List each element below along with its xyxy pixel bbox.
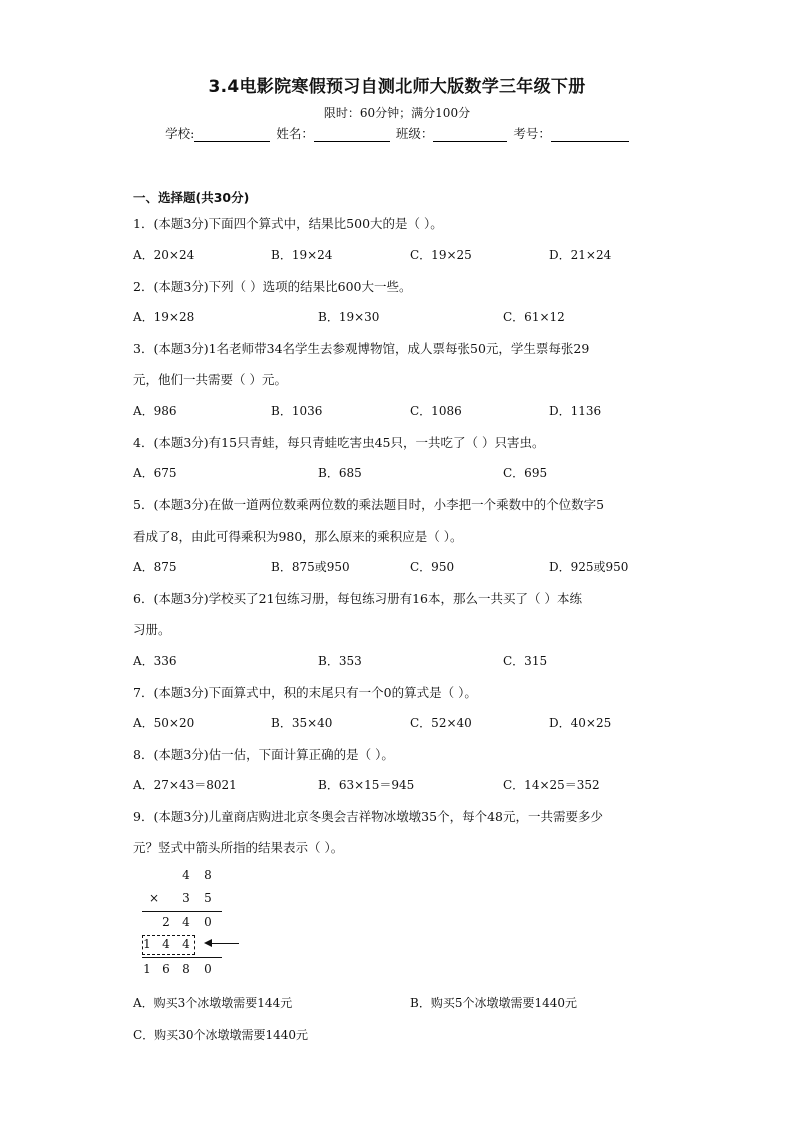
question-5-stem-line2: 看成了8，由此可得乘积为980，那么原来的乘积应是（ ）。 [133, 529, 463, 544]
question-2-stem: 2．(本题3分)下列（ ）选项的结果比600大一些。 [133, 279, 412, 294]
question-8-option-b[interactable]: B．63×15＝945 [318, 778, 415, 792]
question-3-stem-line2: 元，他们一共需要（ ）元。 [133, 372, 287, 387]
question-2-option-c[interactable]: C．61×12 [503, 310, 565, 324]
calc-digit: 4 [182, 937, 190, 951]
question-9-stem-line2: 元？竖式中箭头所指的结果表示（ ）。 [133, 840, 344, 855]
school-blank[interactable] [194, 128, 270, 142]
question-3-stem-line1: 3．(本题3分)1名老师带34名学生去参观博物馆，成人票每张50元，学生票每张29 [133, 341, 590, 356]
multiply-sign: × [148, 891, 160, 905]
calc-digit: 1 [143, 937, 151, 951]
question-1-option-d[interactable]: D．21×24 [549, 248, 612, 262]
question-7-stem: 7．(本题3分)下面算式中，积的末尾只有一个0的算式是（ ）。 [133, 685, 477, 700]
question-5-option-c[interactable]: C．950 [410, 560, 455, 574]
question-6-option-a[interactable]: A．336 [133, 654, 177, 668]
question-3-option-c[interactable]: C．1086 [410, 404, 462, 418]
calc-line [142, 911, 222, 912]
exam-subtitle: 限时：60分钟；满分100分 [323, 106, 471, 120]
question-5-option-a[interactable]: A．875 [133, 560, 177, 574]
question-6-option-c[interactable]: C．315 [503, 654, 548, 668]
question-4-option-b[interactable]: B．685 [318, 466, 362, 480]
question-3-option-b[interactable]: B．1036 [271, 404, 323, 418]
question-1-option-a[interactable]: A．20×24 [133, 248, 195, 262]
exam-number-label: 考号： [513, 126, 551, 141]
section-title: 一、选择题(共30分) [133, 190, 250, 205]
student-info-row [0, 124, 794, 142]
question-9-option-b[interactable]: B．购买5个冰墩墩需要1440元 [410, 996, 577, 1010]
name-label: 姓名： [276, 126, 314, 141]
question-8-option-a[interactable]: A．27×43＝8021 [133, 778, 237, 792]
question-9-option-a[interactable]: A．购买3个冰墩墩需要144元 [133, 996, 293, 1010]
question-1-option-b[interactable]: B．19×24 [271, 248, 333, 262]
question-2-option-a[interactable]: A．19×28 [133, 310, 195, 324]
question-1-option-c[interactable]: C．19×25 [410, 248, 472, 262]
calc-digit: 8 [204, 868, 212, 882]
question-5-option-d[interactable]: D．925或950 [549, 560, 629, 574]
question-2-option-b[interactable]: B．19×30 [318, 310, 380, 324]
calc-digit: 4 [182, 915, 190, 929]
class-blank[interactable] [433, 128, 507, 142]
question-4-stem: 4．(本题3分)有15只青蛙，每只青蛙吃害虫45只，一共吃了（ ）只害虫。 [133, 435, 545, 450]
calc-digit: 8 [182, 962, 190, 976]
calc-digit: 6 [162, 962, 170, 976]
question-3-option-a[interactable]: A．986 [133, 404, 177, 418]
question-6-stem-line2: 习册。 [133, 622, 171, 637]
question-7-option-b[interactable]: B．35×40 [271, 716, 333, 730]
calc-digit: 0 [204, 962, 212, 976]
calc-digit: 3 [182, 891, 190, 905]
question-4-option-a[interactable]: A．675 [133, 466, 177, 480]
question-1-stem: 1．(本题3分)下面四个算式中，结果比500大的是（ ）。 [133, 216, 443, 231]
question-7-option-a[interactable]: A．50×20 [133, 716, 195, 730]
school-label: 学校: [165, 126, 195, 141]
calc-digit: 2 [162, 915, 170, 929]
question-3-option-d[interactable]: D．1136 [549, 404, 602, 418]
question-9-option-c[interactable]: C．购买30个冰墩墩需要1440元 [133, 1028, 308, 1042]
question-6-stem-line1: 6．(本题3分)学校买了21包练习册，每包练习册有16本，那么一共买了（ ）本练 [133, 591, 582, 606]
class-label: 班级： [395, 126, 434, 141]
page-title: 3.4电影院寒假预习自测北师大版数学三年级下册 [208, 77, 586, 97]
question-9-stem-line1: 9．(本题3分)儿童商店购进北京冬奥会吉祥物冰墩墩35个，每个48元，一共需要多少 [133, 809, 603, 824]
question-5-stem-line1: 5．(本题3分)在做一道两位数乘两位数的乘法题目时，小李把一个乘数中的个位数字5 [133, 497, 605, 512]
name-blank[interactable] [314, 128, 390, 142]
calc-line [142, 957, 222, 958]
calc-digit: 4 [182, 868, 190, 882]
question-5-option-b[interactable]: B．875或950 [271, 560, 350, 574]
arrow-shaft [210, 943, 239, 944]
question-8-option-c[interactable]: C．14×25＝352 [503, 778, 600, 792]
question-8-stem: 8．(本题3分)估一估，下面计算正确的是（ ）。 [133, 747, 394, 762]
calc-digit: 4 [162, 937, 170, 951]
question-7-option-c[interactable]: C．52×40 [410, 716, 472, 730]
question-4-option-c[interactable]: C．695 [503, 466, 548, 480]
question-6-option-b[interactable]: B．353 [318, 654, 362, 668]
exam-number-blank[interactable] [551, 128, 629, 142]
calc-digit: 0 [204, 915, 212, 929]
question-7-option-d[interactable]: D．40×25 [549, 716, 612, 730]
calc-digit: 5 [204, 891, 212, 905]
calc-digit: 1 [143, 962, 151, 976]
